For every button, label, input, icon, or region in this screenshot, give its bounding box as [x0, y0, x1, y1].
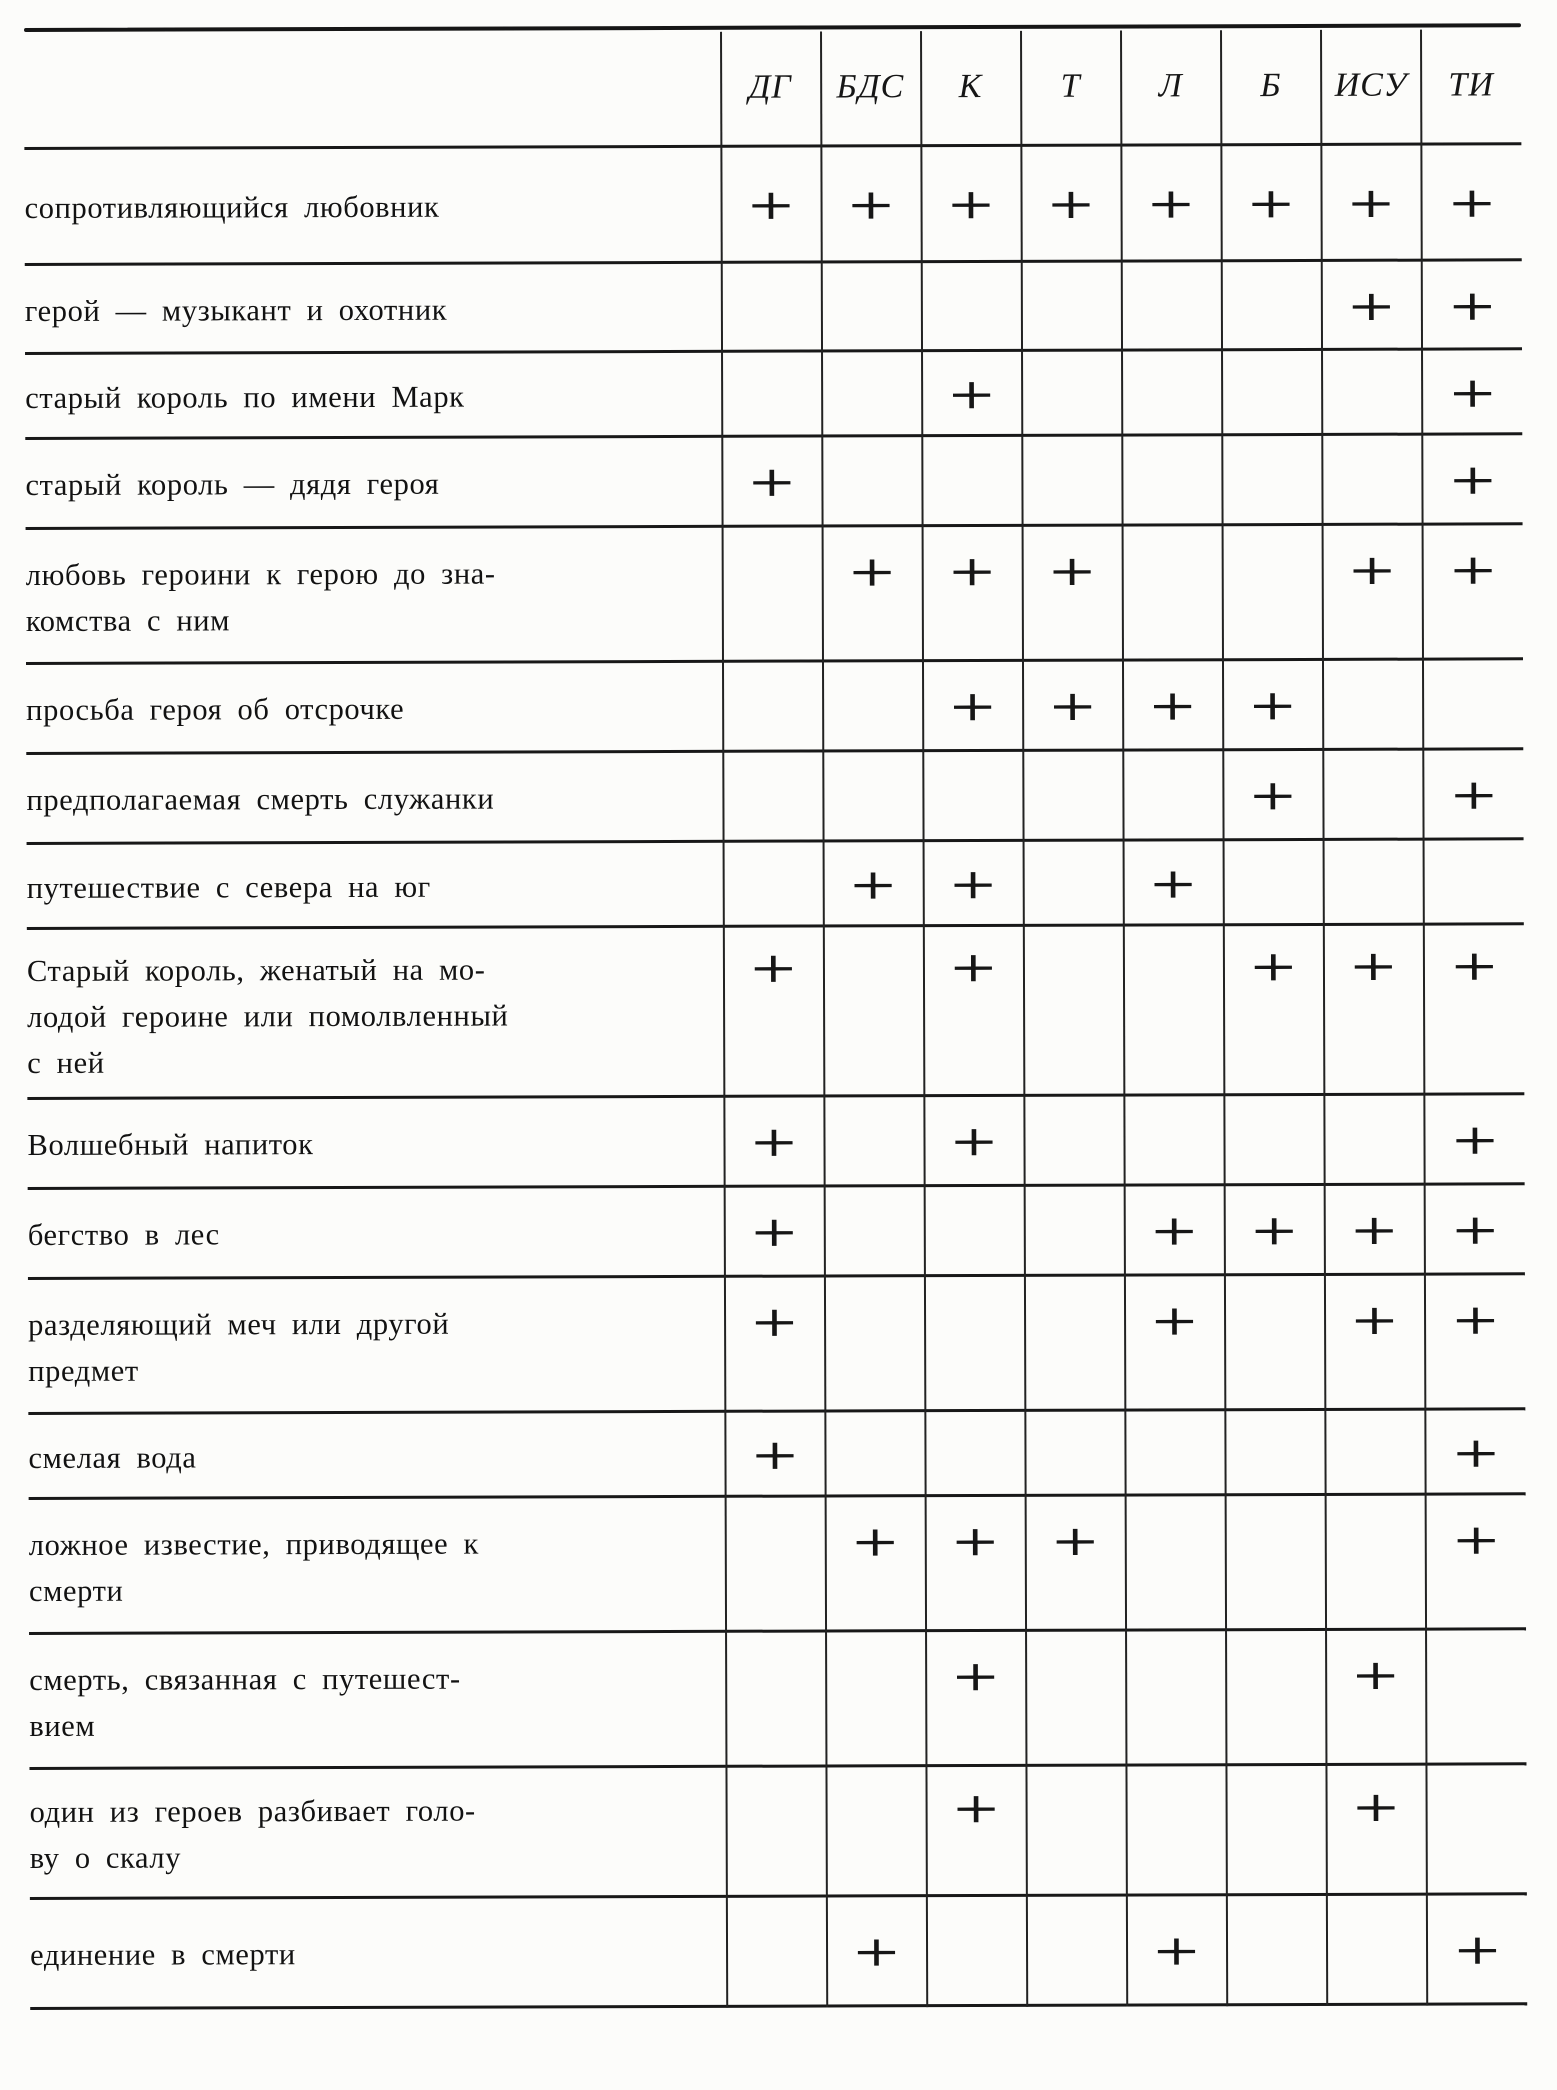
row-label: просьба героя об отсрочке [26, 691, 405, 727]
plus-mark-cell [948, 684, 1122, 909]
plus-mark: + [1450, 1428, 1501, 1478]
plus-mark: + [1046, 179, 1096, 229]
plus-mark-cell [1324, 941, 1424, 991]
plus-mark: + [945, 180, 996, 229]
plus-mark: + [1446, 178, 1497, 228]
plus-mark: + [1248, 942, 1299, 991]
plus-mark-cell [823, 862, 923, 908]
plus-mark-cell [1223, 773, 1323, 819]
plus-mark: + [1351, 1782, 1402, 1832]
plus-mark-cell [1424, 1117, 1524, 1163]
row-label: разделяющий меч или другой предмет [28, 1306, 450, 1388]
plus-mark: + [1449, 1115, 1500, 1165]
plus-mark: + [1147, 681, 1198, 731]
plus-mark: + [745, 180, 796, 230]
plus-mark: + [1447, 368, 1498, 418]
plus-mark: + [1047, 681, 1098, 731]
plus-mark: + [948, 943, 999, 992]
plus-mark-cell [724, 1299, 824, 1345]
plus-mark: + [1346, 281, 1397, 331]
row-label: ложное известие, приводящее к смерти [28, 1526, 479, 1608]
plus-mark: + [749, 1297, 800, 1347]
row-label: смелая вода [28, 1440, 197, 1475]
plus-mark-cell [926, 1786, 1026, 1832]
row-label: один из героев разбивает голо- ву о скалу [29, 1793, 476, 1875]
plus-mark-cell [1224, 944, 1324, 990]
plus-mark-cell [1425, 1297, 1525, 1343]
column-header-5: Л [1158, 66, 1183, 104]
plus-mark: + [1149, 1206, 1200, 1256]
table-header-row [24, 27, 1521, 150]
plus-mark [1248, 774, 1298, 818]
plus-mark-cell [724, 1209, 824, 1255]
plus-mark-cell [822, 549, 998, 731]
plus-mark: + [948, 860, 998, 909]
plus-mark: + [1146, 179, 1197, 229]
plus-mark-cell [1425, 1207, 1525, 1253]
table-row [28, 1275, 1525, 1415]
plus-mark: + [748, 1117, 799, 1167]
plus-mark-cell [1247, 548, 1422, 730]
plus-mark-cell [924, 1119, 1024, 1165]
plus-mark: + [1349, 1205, 1400, 1255]
plus-mark-cell [1221, 181, 1321, 227]
plus-mark-cell [1025, 1516, 1125, 1566]
row-label: Старый король, женатый на мо- лодой героине или помолвленный с ней [26, 952, 509, 1080]
row-label: смерть, связанная с путешест- вием [29, 1661, 461, 1743]
plus-mark-cell [847, 684, 1022, 910]
plus-mark-cell [1326, 1782, 1426, 1832]
plus-mark: + [1446, 281, 1497, 331]
plus-mark: + [1247, 681, 1298, 730]
table-row [25, 435, 1522, 530]
plus-mark-cell [1123, 861, 1223, 907]
plus-mark: + [947, 682, 998, 731]
plus-mark: + [1248, 771, 1299, 820]
plus-mark-cell [821, 182, 921, 228]
table-row [30, 1895, 1527, 2010]
plus-mark: + [1447, 455, 1498, 505]
row-label: бегство в лес [27, 1217, 220, 1252]
table-row [27, 925, 1525, 1100]
plus-mark: + [950, 1784, 1001, 1833]
plus-mark-cell [923, 862, 1023, 908]
plus-mark: + [946, 370, 997, 419]
plus-mark-cell [921, 372, 1021, 418]
row-label: Волшебный напиток [27, 1127, 314, 1162]
plus-mark: + [1449, 1205, 1500, 1255]
row-label: старый король по имени Марк [25, 379, 465, 415]
plus-mark [948, 863, 998, 907]
plus-mark-cell [1322, 281, 1422, 331]
table-row [29, 1630, 1526, 1770]
plus-mark: + [1050, 1516, 1101, 1566]
plus-mark-cell [826, 1929, 926, 1975]
table-row [28, 1185, 1525, 1280]
row-label: любовь героини к герою до зна- комства с ним [25, 556, 496, 638]
plus-mark-cell [1124, 1208, 1224, 1254]
plus-mark-cell [1326, 1650, 1426, 1700]
plus-mark-cell [721, 459, 821, 505]
plus-mark: + [1151, 1926, 1202, 1976]
plus-mark: + [1246, 179, 1297, 228]
plus-mark-cell [1421, 180, 1521, 226]
plus-mark: + [1450, 1515, 1501, 1565]
plus-mark-cell [1121, 181, 1221, 227]
plus-mark [1148, 862, 1198, 906]
plus-mark [1248, 684, 1298, 728]
table-row [24, 145, 1521, 266]
plus-mark-cell [1321, 178, 1421, 228]
table-row [25, 350, 1522, 440]
plus-mark-cell [1422, 457, 1522, 503]
plus-mark: + [1148, 859, 1199, 909]
table-row [27, 840, 1524, 930]
row-label: старый король — дядя героя [25, 466, 440, 502]
plus-mark-cell [1126, 1928, 1226, 1974]
plus-mark: + [1448, 770, 1499, 820]
plus-mark: + [748, 1207, 799, 1257]
plus-mark: + [948, 1117, 999, 1166]
column-header-4: Т [1060, 67, 1081, 105]
plus-mark-cell [1248, 547, 1523, 820]
plus-mark: + [845, 180, 896, 230]
plus-mark-cell [1123, 683, 1223, 909]
table-row [26, 750, 1523, 845]
plus-mark: + [1450, 1295, 1500, 1345]
table-body [24, 145, 1527, 2010]
plus-mark: + [748, 943, 798, 993]
plus-mark-cell [723, 945, 823, 991]
plus-mark-cell [1425, 1430, 1525, 1476]
plus-mark-cell [922, 549, 1098, 731]
plus-mark-cell [1022, 549, 1198, 731]
plus-mark-cell [1426, 1517, 1526, 1563]
plus-mark: + [746, 457, 797, 507]
plus-mark-cell [1124, 1298, 1224, 1344]
plus-mark-cell [1021, 179, 1121, 229]
plus-mark-cell [1223, 683, 1323, 729]
plus-mark-cell [925, 1519, 1025, 1565]
motif-comparison-table [24, 23, 1527, 2010]
plus-mark-cell [1427, 1927, 1527, 1973]
row-label: предполагаемая смерть служанки [26, 781, 495, 817]
plus-mark-cell [720, 182, 820, 228]
plus-mark-cell [1324, 1205, 1424, 1255]
plus-mark: + [1452, 1925, 1502, 1975]
table-row [29, 1765, 1526, 1900]
plus-mark-cell [1224, 1208, 1324, 1254]
plus-mark: + [851, 1927, 902, 1977]
column-header-8: ТИ [1448, 65, 1494, 104]
column-header-1: ДГ [748, 68, 792, 106]
plus-mark-cell [1325, 1295, 1425, 1345]
plus-mark: + [950, 1517, 1001, 1566]
plus-mark: + [1448, 941, 1499, 991]
header-label-spacer [24, 87, 720, 89]
plus-mark-cell [923, 945, 1023, 991]
column-header-6: Б [1260, 66, 1282, 104]
plus-mark-cell [1423, 772, 1523, 818]
plus-mark: + [1349, 1295, 1400, 1345]
table-row [25, 261, 1522, 355]
row-label: сопротивляющийся любовник [24, 189, 440, 225]
plus-mark: + [749, 1430, 800, 1480]
column-header-3: К [958, 67, 983, 105]
plus-mark-cell [825, 1519, 925, 1565]
plus-mark-cell [921, 182, 1021, 228]
table-row [29, 1495, 1526, 1635]
plus-mark: + [1249, 1206, 1300, 1255]
plus-mark-cell [1424, 943, 1524, 989]
plus-mark-cell [724, 1432, 824, 1478]
plus-mark: + [1149, 1296, 1200, 1346]
row-label: герой — музыкант и охотник [24, 292, 448, 328]
plus-mark-cell [1422, 283, 1522, 329]
column-header-2: БДС [836, 67, 905, 105]
plus-mark: + [847, 860, 898, 910]
plus-mark: + [1346, 178, 1397, 228]
table-row [27, 1095, 1524, 1190]
plus-mark-cell [723, 1119, 823, 1165]
plus-mark: + [1348, 941, 1399, 991]
column-header-7: ИСУ [1334, 66, 1408, 104]
plus-mark: + [1351, 1650, 1401, 1700]
row-label: путешествие с севера на юг [26, 869, 431, 905]
plus-mark: + [950, 1652, 1001, 1701]
plus-mark [848, 863, 898, 907]
table-row [28, 1410, 1525, 1500]
plus-mark: + [849, 1517, 900, 1567]
plus-mark-cell [1422, 370, 1522, 416]
row-label: единение в смерти [30, 1937, 296, 1972]
plus-mark-cell [925, 1654, 1025, 1700]
